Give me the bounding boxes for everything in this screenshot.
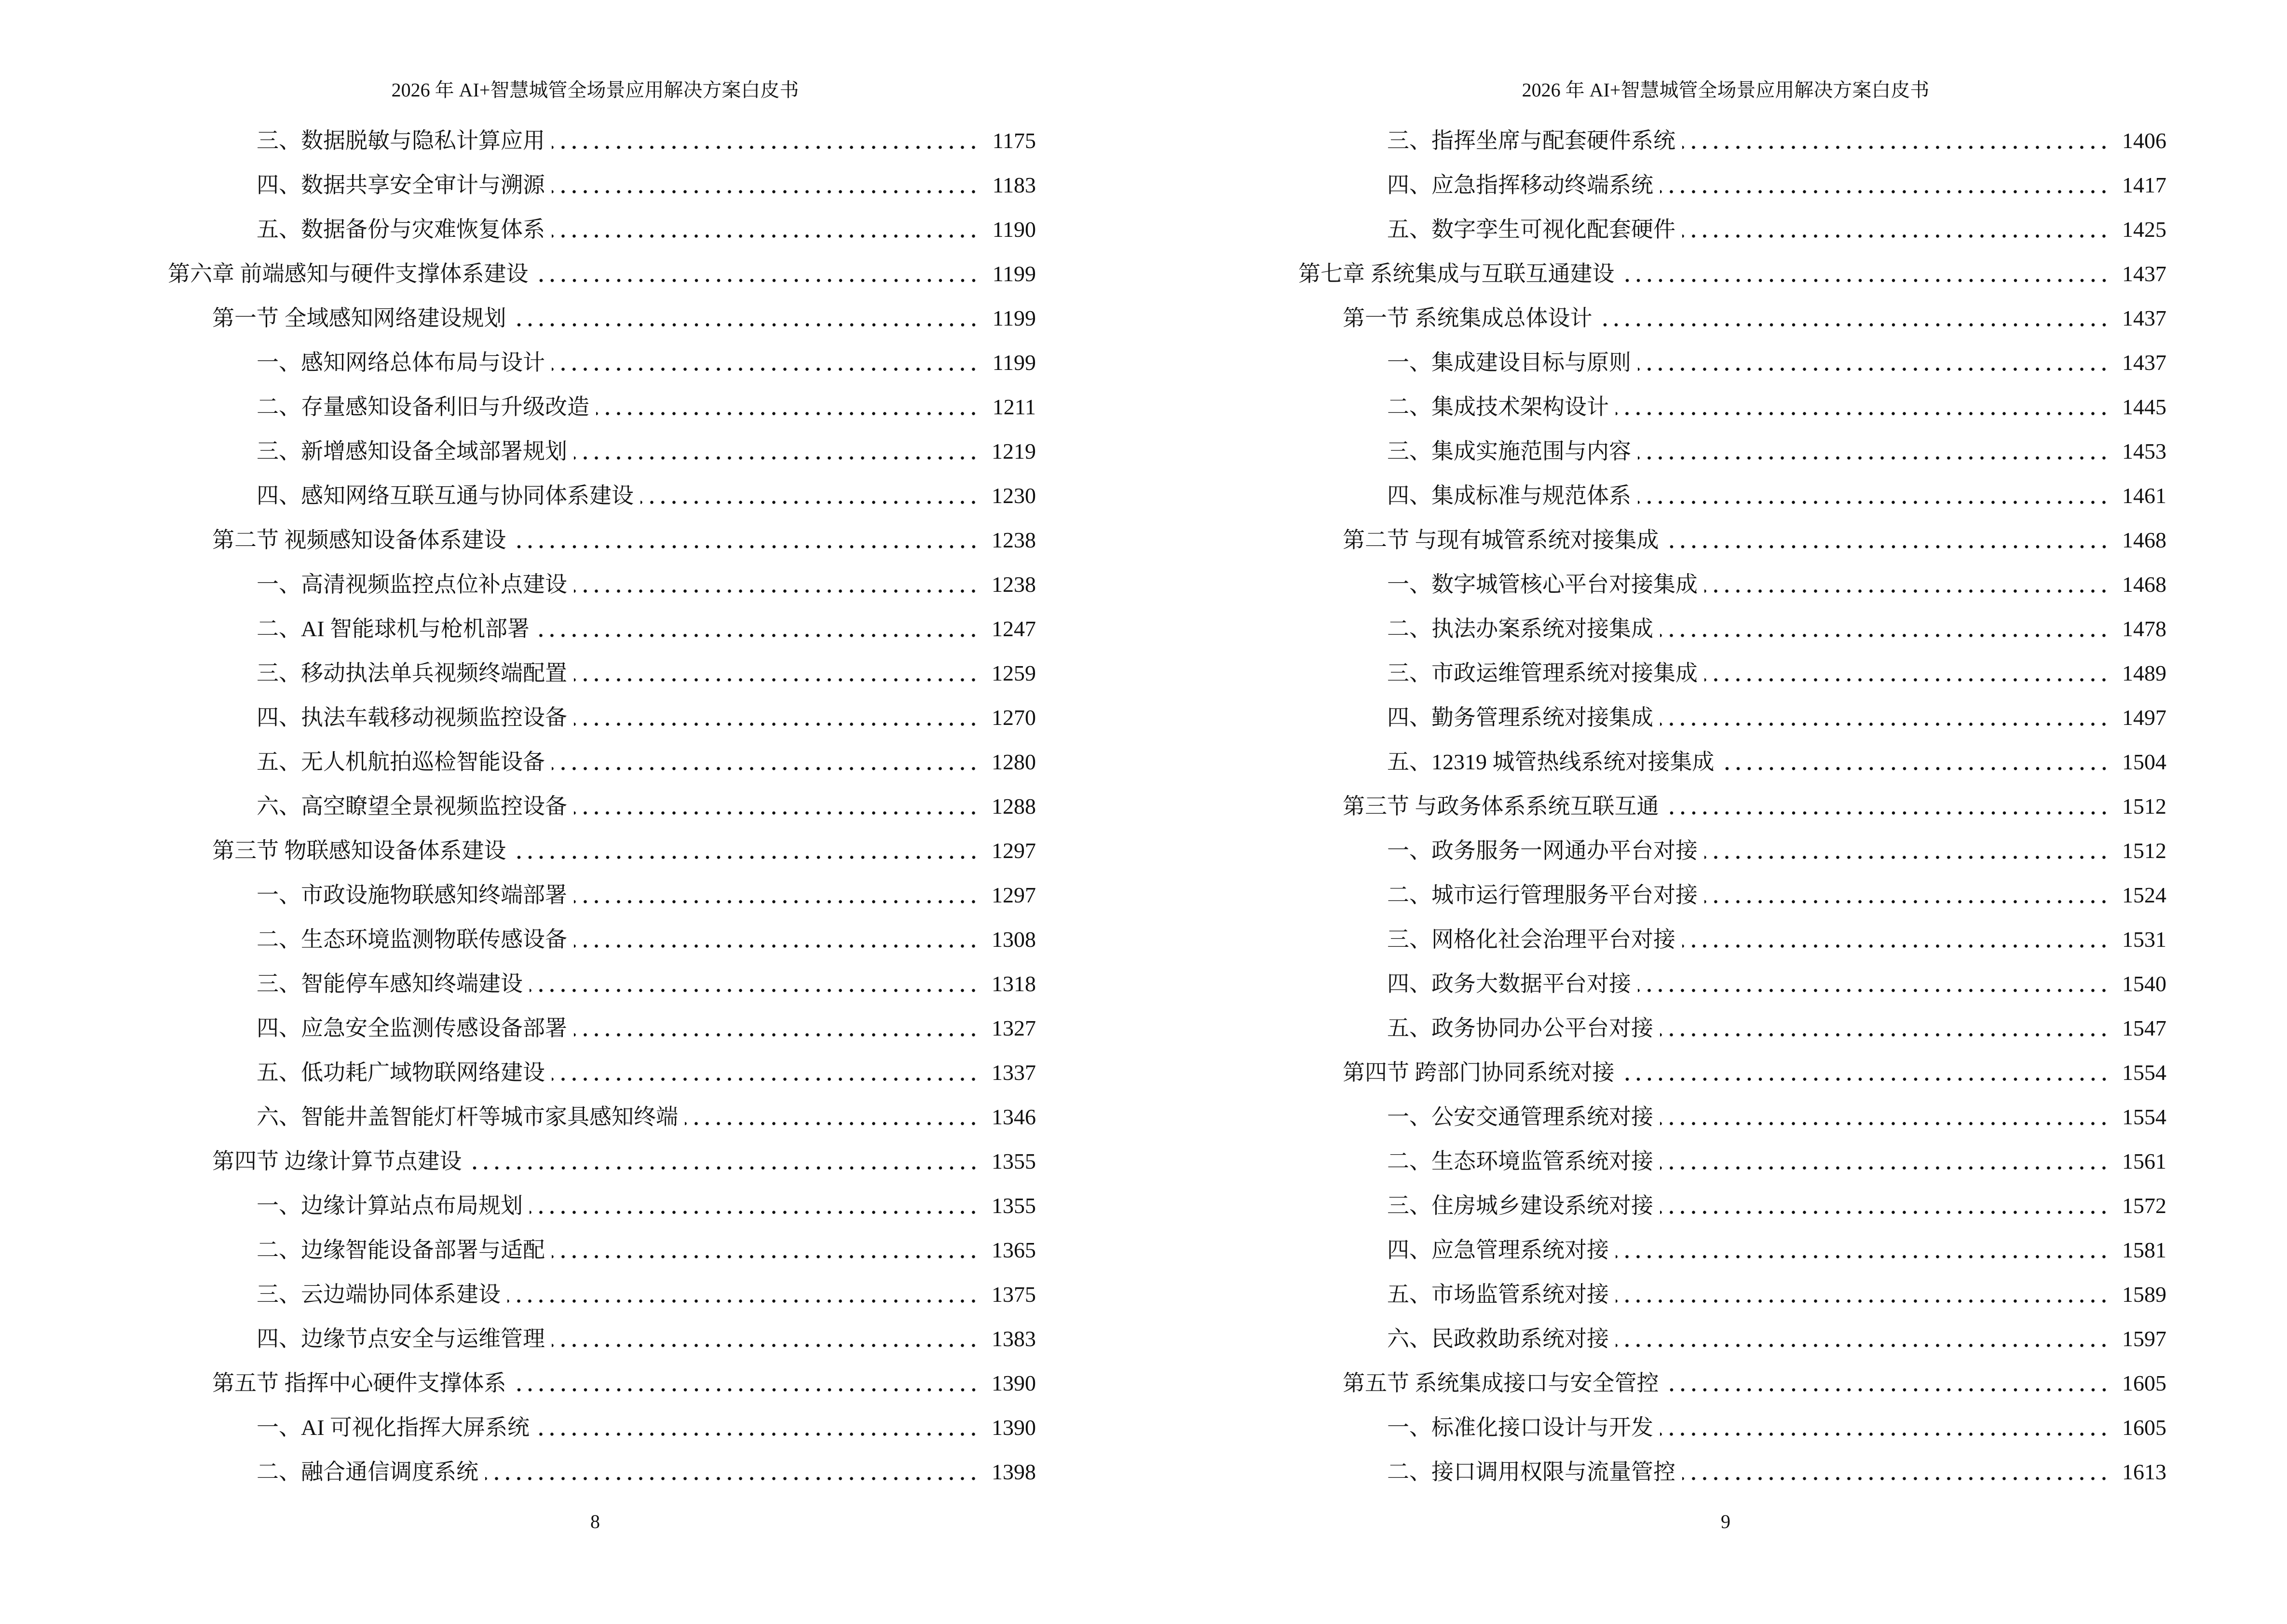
toc-entry-page: 1211 bbox=[992, 395, 1036, 419]
running-header: 2026 年 AI+智慧城管全场景应用解决方案白皮书 bbox=[391, 79, 799, 101]
toc-entry-title: 二、融合通信调度系统 bbox=[257, 1460, 478, 1484]
toc-entry-page: 1489 bbox=[2122, 661, 2166, 685]
toc-entry-item[interactable] bbox=[1298, 873, 2166, 917]
toc-entry-item[interactable] bbox=[168, 1450, 1036, 1494]
toc-entry-title: 四、执法车载移动视频监控设备 bbox=[257, 705, 567, 730]
dot-leader bbox=[1682, 214, 2110, 245]
toc-entry-title: 三、云边端协同体系建设 bbox=[257, 1282, 501, 1307]
toc-entry-page: 1468 bbox=[2122, 572, 2166, 597]
dot-leader bbox=[1666, 1368, 2110, 1399]
toc-entry-page: 1524 bbox=[2122, 883, 2166, 907]
toc-entry-page: 1183 bbox=[992, 173, 1036, 197]
toc-entry-page: 1398 bbox=[992, 1460, 1036, 1484]
toc-entry-page: 1547 bbox=[2122, 1016, 2166, 1040]
toc-entry-item[interactable] bbox=[1298, 1139, 2166, 1184]
toc-entry-page: 1238 bbox=[992, 528, 1036, 552]
dot-leader bbox=[574, 569, 979, 600]
dot-leader bbox=[535, 259, 980, 289]
toc-entry-item[interactable] bbox=[168, 873, 1036, 917]
running-header: 2026 年 AI+智慧城管全场景应用解决方案白皮书 bbox=[1522, 79, 1930, 101]
dot-leader bbox=[536, 614, 979, 644]
toc-entry-section[interactable] bbox=[1298, 296, 2166, 341]
toc-entry-chapter[interactable] bbox=[168, 252, 1036, 296]
dot-leader bbox=[1660, 1190, 2110, 1221]
toc-entry-page: 1247 bbox=[992, 616, 1036, 641]
toc-entry-page: 1327 bbox=[992, 1016, 1036, 1040]
toc-entry-title: 四、边缘节点安全与运维管理 bbox=[257, 1326, 545, 1351]
dot-leader bbox=[574, 658, 979, 689]
toc-entry-page: 1504 bbox=[2122, 750, 2166, 774]
dot-leader bbox=[1616, 1279, 2110, 1310]
dot-leader bbox=[1621, 259, 2110, 289]
toc-entry-title: 一、公安交通管理系统对接 bbox=[1387, 1105, 1653, 1129]
toc-entry-item[interactable] bbox=[168, 917, 1036, 962]
dot-leader bbox=[1682, 1457, 2110, 1488]
dot-leader bbox=[1704, 658, 2110, 689]
toc-entry-title: 三、指挥坐席与配套硬件系统 bbox=[1387, 128, 1675, 153]
toc-entry-page: 1561 bbox=[2122, 1149, 2166, 1174]
toc-entry-title: 二、执法办案系统对接集成 bbox=[1387, 616, 1653, 641]
toc-entry-page: 1478 bbox=[2122, 616, 2166, 641]
toc-entry-title: 一、标准化接口设计与开发 bbox=[1387, 1415, 1653, 1440]
toc-entry-page: 1199 bbox=[992, 306, 1036, 330]
dot-leader bbox=[552, 347, 979, 378]
dot-leader bbox=[530, 969, 979, 999]
toc-entry-page: 1425 bbox=[2122, 217, 2166, 242]
toc-entry-item[interactable] bbox=[1298, 696, 2166, 740]
page-number: 8 bbox=[590, 1511, 600, 1532]
dot-leader bbox=[552, 214, 979, 245]
toc-entry-title: 四、数据共享安全审计与溯源 bbox=[257, 173, 545, 197]
toc-entry-item[interactable] bbox=[168, 562, 1036, 607]
toc-entry-item[interactable] bbox=[1298, 651, 2166, 696]
toc-entry-title: 一、感知网络总体布局与设计 bbox=[257, 350, 545, 375]
toc-entry-title: 第一节 全域感知网络建设规划 bbox=[212, 306, 506, 330]
toc-entry-item[interactable] bbox=[1298, 1095, 2166, 1139]
toc-entry-title: 四、应急安全监测传感设备部署 bbox=[257, 1016, 567, 1040]
toc-entry-page: 1589 bbox=[2122, 1282, 2166, 1307]
toc-entry-chapter[interactable] bbox=[1298, 252, 2166, 296]
toc-entry-item[interactable] bbox=[1298, 207, 2166, 252]
toc-entry-page: 1355 bbox=[992, 1149, 1036, 1174]
toc-entry-page: 1297 bbox=[992, 883, 1036, 907]
toc-entry-title: 五、市场监管系统对接 bbox=[1387, 1282, 1609, 1307]
toc-entry-item[interactable] bbox=[1298, 341, 2166, 385]
toc-entry-page: 1219 bbox=[992, 439, 1036, 464]
toc-list bbox=[1298, 119, 2166, 1494]
toc-entry-title: 三、新增感知设备全域部署规划 bbox=[257, 439, 567, 464]
dot-leader bbox=[552, 125, 979, 156]
toc-entry-title: 二、生态环境监测物联传感设备 bbox=[257, 927, 567, 952]
dot-leader bbox=[1704, 835, 2110, 866]
dot-leader bbox=[1638, 436, 2110, 467]
toc-entry-page: 1199 bbox=[992, 261, 1036, 286]
toc-entry-item[interactable] bbox=[168, 962, 1036, 1006]
dot-leader bbox=[574, 924, 979, 955]
toc-entry-title: 六、民政救助系统对接 bbox=[1387, 1326, 1609, 1351]
toc-entry-page: 1259 bbox=[992, 661, 1036, 685]
toc-entry-title: 四、勤务管理系统对接集成 bbox=[1387, 705, 1653, 730]
toc-entry-page: 1597 bbox=[2122, 1326, 2166, 1351]
dot-leader bbox=[574, 791, 979, 822]
toc-entry-item[interactable] bbox=[168, 1317, 1036, 1361]
toc-entry-page: 1497 bbox=[2122, 705, 2166, 730]
toc-entry-title: 四、应急管理系统对接 bbox=[1387, 1238, 1609, 1262]
toc-entry-item[interactable] bbox=[1298, 1272, 2166, 1317]
toc-entry-page: 1288 bbox=[992, 794, 1036, 819]
toc-entry-item[interactable] bbox=[1298, 829, 2166, 873]
toc-entry-item[interactable] bbox=[168, 1095, 1036, 1139]
toc-entry-title: 五、无人机航拍巡检智能设备 bbox=[257, 750, 545, 774]
toc-entry-title: 四、感知网络互联互通与协同体系建设 bbox=[257, 483, 634, 508]
toc-entry-item[interactable] bbox=[1298, 917, 2166, 962]
toc-entry-title: 二、生态环境监管系统对接 bbox=[1387, 1149, 1653, 1174]
toc-entry-page: 1280 bbox=[992, 750, 1036, 774]
toc-entry-page: 1406 bbox=[2122, 128, 2166, 153]
toc-entry-item[interactable] bbox=[168, 740, 1036, 784]
toc-entry-item[interactable] bbox=[1298, 429, 2166, 474]
toc-entry-page: 1605 bbox=[2122, 1371, 2166, 1395]
toc-entry-page: 1437 bbox=[2122, 306, 2166, 330]
toc-entry-title: 三、集成实施范围与内容 bbox=[1387, 439, 1631, 464]
dot-leader bbox=[552, 170, 979, 201]
toc-entry-item[interactable] bbox=[168, 1006, 1036, 1051]
toc-entry-title: 五、12319 城管热线系统对接集成 bbox=[1387, 750, 1715, 774]
toc-entry-page: 1512 bbox=[2122, 838, 2166, 863]
toc-entry-item[interactable] bbox=[1298, 385, 2166, 429]
toc-entry-section[interactable] bbox=[168, 518, 1036, 562]
toc-entry-page: 1554 bbox=[2122, 1105, 2166, 1129]
toc-entry-title: 五、数字孪生可视化配套硬件 bbox=[1387, 217, 1675, 242]
dot-leader bbox=[1666, 525, 2110, 556]
toc-list bbox=[168, 119, 1036, 1494]
dot-leader bbox=[1616, 1324, 2110, 1354]
toc-entry-title: 一、AI 可视化指挥大屏系统 bbox=[257, 1415, 530, 1440]
toc-entry-page: 1572 bbox=[2122, 1193, 2166, 1218]
toc-entry-title: 第五节 指挥中心硬件支撑体系 bbox=[212, 1371, 506, 1395]
toc-entry-page: 1375 bbox=[992, 1282, 1036, 1307]
toc-entry-item[interactable] bbox=[1298, 562, 2166, 607]
toc-entry-section[interactable] bbox=[1298, 784, 2166, 829]
dot-leader bbox=[685, 1102, 979, 1133]
toc-entry-title: 三、智能停车感知终端建设 bbox=[257, 971, 523, 996]
dot-leader bbox=[1660, 702, 2110, 733]
toc-entry-item[interactable] bbox=[168, 119, 1036, 163]
toc-entry-item[interactable] bbox=[1298, 474, 2166, 518]
toc-entry-title: 二、接口调用权限与流量管控 bbox=[1387, 1460, 1675, 1484]
toc-entry-section[interactable] bbox=[1298, 518, 2166, 562]
toc-entry-title: 第二节 与现有城管系统对接集成 bbox=[1343, 528, 1659, 552]
toc-entry-page: 1346 bbox=[992, 1105, 1036, 1129]
toc-entry-item[interactable] bbox=[168, 385, 1036, 429]
dot-leader bbox=[1621, 1057, 2110, 1088]
toc-entry-section[interactable] bbox=[168, 829, 1036, 873]
toc-entry-page: 1613 bbox=[2122, 1460, 2166, 1484]
dot-leader bbox=[640, 480, 979, 511]
toc-entry-title: 一、高清视频监控点位补点建设 bbox=[257, 572, 567, 597]
toc-entry-page: 1605 bbox=[2122, 1415, 2166, 1440]
toc-entry-item[interactable] bbox=[168, 429, 1036, 474]
toc-entry-item[interactable] bbox=[168, 1228, 1036, 1272]
dot-leader bbox=[1660, 614, 2110, 644]
toc-entry-title: 第五节 系统集成接口与安全管控 bbox=[1343, 1371, 1659, 1395]
toc-entry-item[interactable] bbox=[1298, 1406, 2166, 1450]
toc-entry-title: 三、网格化社会治理平台对接 bbox=[1387, 927, 1675, 952]
dot-leader bbox=[1660, 1412, 2110, 1443]
toc-entry-page: 1531 bbox=[2122, 927, 2166, 952]
toc-entry-item[interactable] bbox=[168, 207, 1036, 252]
toc-entry-title: 二、存量感知设备利旧与升级改造 bbox=[257, 395, 589, 419]
toc-entry-title: 二、边缘智能设备部署与适配 bbox=[257, 1238, 545, 1262]
toc-entry-title: 二、城市运行管理服务平台对接 bbox=[1387, 883, 1698, 907]
dot-leader bbox=[552, 1235, 979, 1266]
dot-leader bbox=[574, 880, 979, 911]
dot-leader bbox=[513, 835, 980, 866]
toc-entry-title: 第三节 与政务体系系统互联互通 bbox=[1343, 794, 1659, 819]
toc-entry-item[interactable] bbox=[1298, 1317, 2166, 1361]
toc-entry-title: 五、政务协同办公平台对接 bbox=[1387, 1016, 1653, 1040]
toc-entry-page: 1238 bbox=[992, 572, 1036, 597]
toc-entry-item[interactable] bbox=[168, 1051, 1036, 1095]
dot-leader bbox=[574, 436, 979, 467]
dot-leader bbox=[1599, 303, 2110, 334]
dot-leader bbox=[574, 702, 979, 733]
toc-entry-title: 第一节 系统集成总体设计 bbox=[1343, 306, 1593, 330]
toc-entry-title: 五、数据备份与灾难恢复体系 bbox=[257, 217, 545, 242]
dot-leader bbox=[485, 1457, 979, 1488]
toc-entry-title: 二、AI 智能球机与枪机部署 bbox=[257, 616, 530, 641]
dot-leader bbox=[552, 1324, 979, 1354]
toc-entry-page: 1297 bbox=[992, 838, 1036, 863]
toc-entry-page: 1461 bbox=[2122, 483, 2166, 508]
toc-entry-title: 二、集成技术架构设计 bbox=[1387, 395, 1609, 419]
dot-leader bbox=[1616, 392, 2110, 423]
toc-entry-item[interactable] bbox=[168, 696, 1036, 740]
dot-leader bbox=[1682, 924, 2110, 955]
dot-leader bbox=[1682, 125, 2110, 156]
toc-entry-item[interactable] bbox=[1298, 1006, 2166, 1051]
toc-entry-page: 1230 bbox=[992, 483, 1036, 508]
toc-entry-item[interactable] bbox=[168, 784, 1036, 829]
toc-entry-title: 第三节 物联感知设备体系建设 bbox=[212, 838, 506, 863]
toc-entry-item[interactable] bbox=[1298, 607, 2166, 651]
toc-entry-page: 1437 bbox=[2122, 350, 2166, 375]
toc-entry-page: 1383 bbox=[992, 1326, 1036, 1351]
dot-leader bbox=[1704, 880, 2110, 911]
page-number: 9 bbox=[1721, 1511, 1730, 1532]
dot-leader bbox=[1638, 969, 2110, 999]
toc-entry-title: 三、移动执法单兵视频终端配置 bbox=[257, 661, 567, 685]
toc-entry-page: 1308 bbox=[992, 927, 1036, 952]
dot-leader bbox=[1660, 1013, 2110, 1044]
toc-entry-item[interactable] bbox=[1298, 1184, 2166, 1228]
toc-entry-title: 四、应急指挥移动终端系统 bbox=[1387, 173, 1653, 197]
toc-entry-item[interactable] bbox=[1298, 740, 2166, 784]
toc-entry-title: 第二节 视频感知设备体系建设 bbox=[212, 528, 506, 552]
toc-entry-section[interactable] bbox=[168, 1139, 1036, 1184]
toc-entry-page: 1554 bbox=[2122, 1060, 2166, 1085]
toc-entry-item[interactable] bbox=[168, 341, 1036, 385]
toc-entry-title: 第六章 前端感知与硬件支撑体系建设 bbox=[168, 261, 529, 286]
dot-leader bbox=[1660, 1102, 2110, 1133]
dot-leader bbox=[1660, 1146, 2110, 1177]
dot-leader bbox=[1721, 747, 2110, 778]
toc-entry-section[interactable] bbox=[1298, 1051, 2166, 1095]
toc-entry-item[interactable] bbox=[1298, 1228, 2166, 1272]
toc-entry-section[interactable] bbox=[168, 1361, 1036, 1406]
toc-entry-title: 三、住房城乡建设系统对接 bbox=[1387, 1193, 1653, 1218]
toc-entry-page: 1468 bbox=[2122, 528, 2166, 552]
toc-entry-title: 一、数字城管核心平台对接集成 bbox=[1387, 572, 1698, 597]
toc-entry-page: 1540 bbox=[2122, 971, 2166, 996]
toc-entry-title: 六、高空瞭望全景视频监控设备 bbox=[257, 794, 567, 819]
toc-entry-page: 1270 bbox=[992, 705, 1036, 730]
toc-entry-title: 一、政务服务一网通办平台对接 bbox=[1387, 838, 1698, 863]
dot-leader bbox=[513, 303, 980, 334]
toc-entry-title: 六、智能井盖智能灯杆等城市家具感知终端 bbox=[257, 1105, 678, 1129]
toc-entry-item[interactable] bbox=[1298, 962, 2166, 1006]
toc-entry-title: 五、低功耗广域物联网络建设 bbox=[257, 1060, 545, 1085]
toc-entry-section[interactable] bbox=[1298, 1361, 2166, 1406]
toc-entry-page: 1190 bbox=[992, 217, 1036, 242]
dot-leader bbox=[536, 1412, 979, 1443]
toc-entry-item[interactable] bbox=[1298, 1450, 2166, 1494]
toc-entry-title: 第七章 系统集成与互联互通建设 bbox=[1298, 261, 1615, 286]
toc-entry-page: 1365 bbox=[992, 1238, 1036, 1262]
toc-entry-item[interactable] bbox=[168, 163, 1036, 207]
toc-entry-title: 一、市政设施物联感知终端部署 bbox=[257, 883, 567, 907]
toc-entry-page: 1175 bbox=[992, 128, 1036, 153]
toc-entry-page: 1453 bbox=[2122, 439, 2166, 464]
toc-entry-title: 四、集成标准与规范体系 bbox=[1387, 483, 1631, 508]
dot-leader bbox=[1666, 791, 2110, 822]
toc-entry-page: 1199 bbox=[992, 350, 1036, 375]
toc-entry-item[interactable] bbox=[168, 474, 1036, 518]
toc-entry-item[interactable] bbox=[1298, 163, 2166, 207]
toc-entry-page: 1337 bbox=[992, 1060, 1036, 1085]
toc-entry-page: 1318 bbox=[992, 971, 1036, 996]
toc-entry-item[interactable] bbox=[168, 1406, 1036, 1450]
toc-entry-page: 1390 bbox=[992, 1415, 1036, 1440]
toc-entry-item[interactable] bbox=[168, 1272, 1036, 1317]
dot-leader bbox=[596, 392, 979, 423]
dot-leader bbox=[552, 747, 979, 778]
toc-entry-item[interactable] bbox=[168, 651, 1036, 696]
dot-leader bbox=[574, 1013, 979, 1044]
toc-entry-title: 三、数据脱敏与隐私计算应用 bbox=[257, 128, 545, 153]
toc-entry-page: 1437 bbox=[2122, 261, 2166, 286]
dot-leader bbox=[1616, 1235, 2110, 1266]
dot-leader bbox=[507, 1279, 979, 1310]
toc-entry-title: 四、政务大数据平台对接 bbox=[1387, 971, 1631, 996]
toc-entry-page: 1512 bbox=[2122, 794, 2166, 819]
toc-entry-item[interactable] bbox=[168, 1184, 1036, 1228]
toc-entry-page: 1390 bbox=[992, 1371, 1036, 1395]
dot-leader bbox=[469, 1146, 980, 1177]
toc-entry-item[interactable] bbox=[168, 607, 1036, 651]
dot-leader bbox=[552, 1057, 979, 1088]
toc-entry-section[interactable] bbox=[168, 296, 1036, 341]
toc-page-right bbox=[1130, 0, 2274, 1624]
toc-entry-page: 1355 bbox=[992, 1193, 1036, 1218]
toc-entry-title: 三、市政运维管理系统对接集成 bbox=[1387, 661, 1698, 685]
dot-leader bbox=[530, 1190, 979, 1221]
toc-entry-title: 一、集成建设目标与原则 bbox=[1387, 350, 1631, 375]
toc-entry-page: 1445 bbox=[2122, 395, 2166, 419]
toc-entry-title: 第四节 跨部门协同系统对接 bbox=[1343, 1060, 1615, 1085]
dot-leader bbox=[1638, 347, 2110, 378]
toc-entry-title: 第四节 边缘计算节点建设 bbox=[212, 1149, 462, 1174]
dot-leader bbox=[513, 1368, 980, 1399]
dot-leader bbox=[1704, 569, 2110, 600]
toc-entry-item[interactable] bbox=[1298, 119, 2166, 163]
toc-entry-title: 一、边缘计算站点布局规划 bbox=[257, 1193, 523, 1218]
dot-leader bbox=[1638, 480, 2110, 511]
toc-entry-page: 1417 bbox=[2122, 173, 2166, 197]
dot-leader bbox=[1660, 170, 2110, 201]
dot-leader bbox=[513, 525, 980, 556]
toc-entry-page: 1581 bbox=[2122, 1238, 2166, 1262]
